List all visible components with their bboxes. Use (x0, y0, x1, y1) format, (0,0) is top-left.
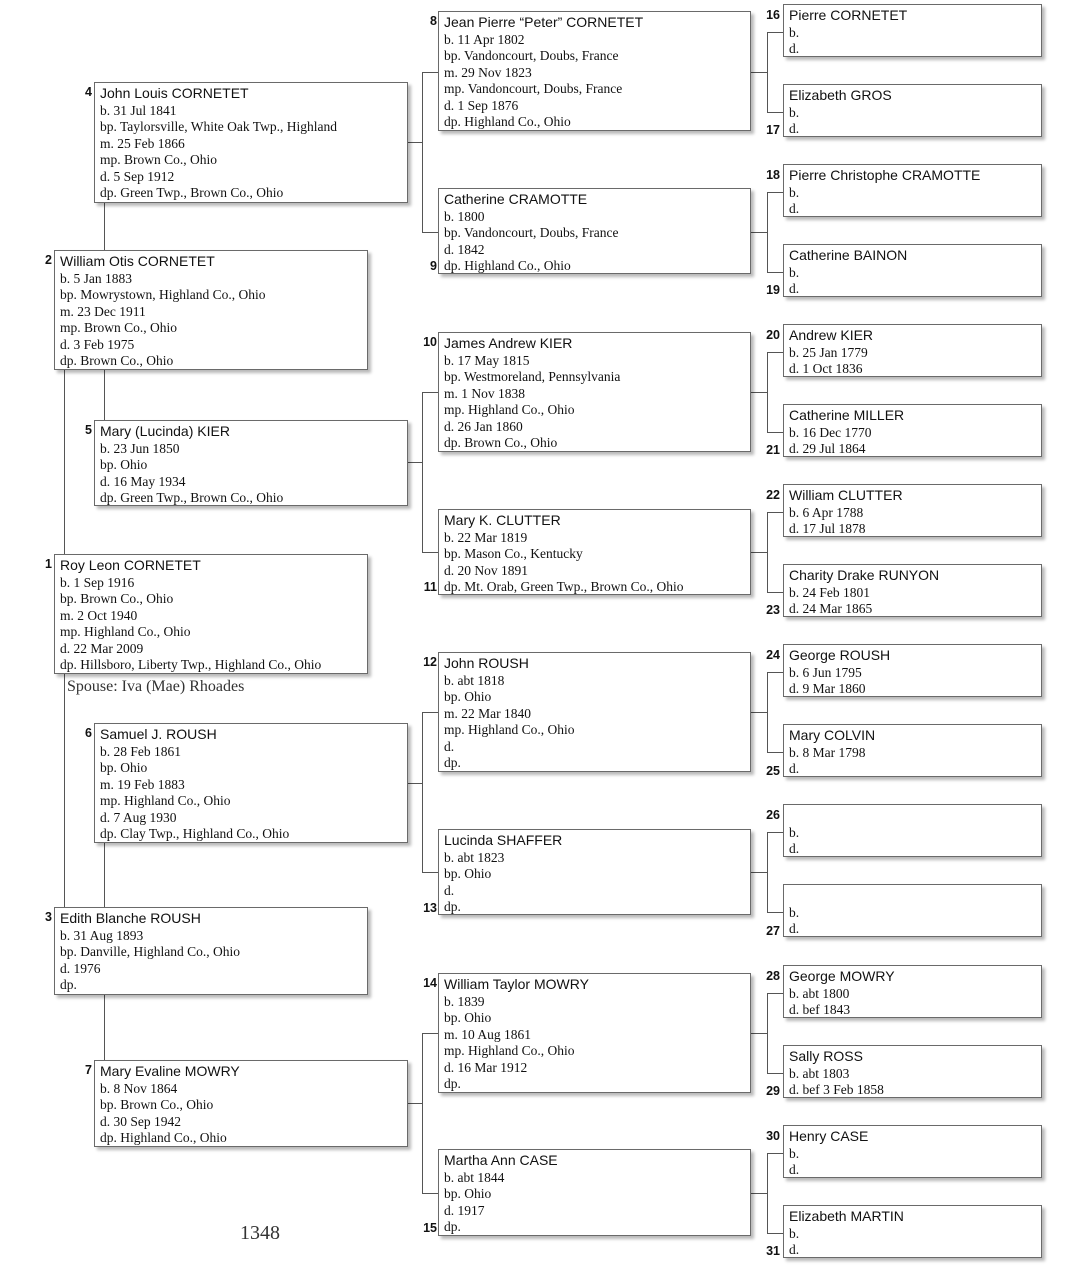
person-number: 25 (766, 764, 780, 778)
person-number: 15 (423, 1221, 437, 1235)
person-detail: b. 5 Jan 1883 (60, 271, 132, 286)
person-detail: d. 29 Jul 1864 (789, 441, 866, 457)
person-detail: mp. Highland Co., Ohio (444, 722, 575, 738)
person-box-28 (783, 965, 1042, 1018)
person-detail: b. 23 Jun 1850 (100, 441, 180, 456)
person-number: 10 (423, 335, 437, 349)
person-detail: bp. Westmoreland, Pennsylvania (444, 369, 621, 385)
person-number: 11 (423, 580, 437, 594)
person-number: 9 (430, 259, 437, 273)
person-name: Pierre Christophe CRAMOTTE (789, 167, 981, 183)
person-name: Catherine MILLER (789, 407, 905, 423)
person-detail: dp. Highland Co., Ohio (444, 258, 571, 274)
person-detail: bp. Vandoncourt, Doubs, France (444, 225, 619, 241)
person-number: 6 (85, 726, 92, 740)
person-detail: bp. Ohio (100, 457, 148, 473)
person-detail: b. (789, 265, 800, 280)
person-name: Jean Pierre “Peter” CORNETET (444, 14, 644, 30)
person-box-14 (438, 973, 751, 1093)
person-detail: m. 2 Oct 1940 (60, 607, 138, 623)
person-detail: bp. Brown Co., Ohio (100, 1097, 214, 1113)
person-detail: d. 7 Aug 1930 (100, 809, 177, 825)
person-detail: d. (789, 201, 800, 217)
person-detail: dp. (444, 1219, 461, 1235)
person-box-17 (783, 84, 1042, 137)
person-detail: d. 5 Sep 1912 (100, 168, 175, 184)
person-box-15 (438, 1149, 751, 1236)
person-detail: b. abt 1823 (444, 850, 505, 865)
person-detail: m. 25 Feb 1866 (100, 135, 185, 151)
person-box-11 (438, 509, 751, 595)
person-detail: d. 17 Jul 1878 (789, 521, 866, 537)
person-detail: dp. (444, 1076, 461, 1092)
person-detail: mp. Brown Co., Ohio (100, 152, 218, 168)
person-detail: d. 1 Oct 1836 (789, 361, 863, 377)
person-detail: m. 1 Nov 1838 (444, 385, 525, 401)
person-box-6 (94, 723, 408, 843)
person-detail: b. (789, 25, 800, 40)
person-number: 31 (766, 1244, 780, 1258)
person-detail: b. (789, 825, 800, 840)
person-detail: m. 10 Aug 1861 (444, 1026, 532, 1042)
person-name (789, 807, 1036, 824)
person-number: 1 (45, 557, 52, 571)
person-detail: b. abt 1818 (444, 673, 505, 688)
person-number: 3 (45, 910, 52, 924)
person-number: 4 (85, 85, 92, 99)
person-number: 30 (766, 1129, 780, 1143)
person-detail: b. 11 Apr 1802 (444, 32, 525, 47)
person-detail: dp. Green Twp., Brown Co., Ohio (100, 185, 284, 201)
person-name (789, 887, 1036, 904)
person-detail: b. 22 Mar 1819 (444, 530, 528, 545)
person-number: 14 (423, 976, 437, 990)
person-box-21 (783, 404, 1042, 457)
person-name: Samuel J. ROUSH (100, 726, 217, 742)
person-detail: dp. Highland Co., Ohio (100, 1130, 227, 1146)
person-number: 27 (766, 924, 780, 938)
person-detail: m. 19 Feb 1883 (100, 776, 185, 792)
person-detail: bp. Ohio (444, 689, 492, 705)
person-detail: d. 24 Mar 1865 (789, 601, 873, 617)
person-detail: dp. (444, 899, 461, 915)
person-detail: d. 16 Mar 1912 (444, 1059, 528, 1075)
person-detail: bp. Ohio (444, 866, 492, 882)
person-detail: b. 8 Nov 1864 (100, 1081, 178, 1096)
person-number: 20 (766, 328, 780, 342)
person-number: 19 (766, 283, 780, 297)
person-detail: b. abt 1803 (789, 1066, 850, 1081)
person-detail: d. 26 Jan 1860 (444, 418, 523, 434)
person-box-29 (783, 1045, 1042, 1098)
person-detail: d. (444, 738, 455, 754)
person-detail: b. 8 Mar 1798 (789, 745, 866, 760)
person-box-12 (438, 652, 751, 772)
person-box-4 (94, 82, 408, 203)
person-detail: b. abt 1844 (444, 1170, 505, 1185)
person-detail: b. 16 Dec 1770 (789, 425, 872, 440)
person-detail: d. (444, 882, 455, 898)
person-box-24 (783, 644, 1042, 697)
person-box-22 (783, 484, 1042, 537)
person-detail: b. 24 Feb 1801 (789, 585, 870, 600)
person-detail: b. (789, 905, 800, 920)
person-detail: dp. (444, 755, 461, 771)
person-detail: b. 6 Apr 1788 (789, 505, 864, 520)
person-detail: b. 28 Feb 1861 (100, 744, 181, 759)
person-number: 17 (766, 123, 780, 137)
person-box-19 (783, 244, 1042, 297)
person-detail: d. 1842 (444, 241, 485, 257)
person-detail: d. 22 Mar 2009 (60, 640, 144, 656)
person-name: Lucinda SHAFFER (444, 832, 563, 848)
person-box-7 (94, 1060, 408, 1147)
person-detail: b. (789, 185, 800, 200)
person-box-30 (783, 1125, 1042, 1178)
person-detail: d. bef 1843 (789, 1002, 851, 1018)
person-name: Henry CASE (789, 1128, 869, 1144)
person-name: Martha Ann CASE (444, 1152, 558, 1168)
person-detail: m. 22 Mar 1840 (444, 705, 531, 721)
person-name: George MOWRY (789, 968, 895, 984)
person-name: Roy Leon CORNETET (60, 557, 201, 573)
person-box-16 (783, 4, 1042, 57)
person-detail: bp. Ohio (444, 1010, 492, 1026)
person-name: George ROUSH (789, 647, 891, 663)
person-detail: d. 30 Sep 1942 (100, 1113, 181, 1129)
person-box-9 (438, 188, 751, 274)
person-detail: bp. Mason Co., Kentucky (444, 546, 583, 562)
person-detail: mp. Highland Co., Ohio (444, 402, 575, 418)
person-detail: d. (789, 281, 800, 297)
person-detail: bp. Ohio (100, 760, 148, 776)
person-detail: d. 16 May 1934 (100, 473, 186, 489)
person-detail: b. (789, 1226, 800, 1241)
person-detail: dp. Brown Co., Ohio (444, 435, 558, 451)
person-number: 21 (766, 443, 780, 457)
person-detail: bp. Vandoncourt, Doubs, France (444, 48, 619, 64)
person-box-18 (783, 164, 1042, 217)
person-detail: dp. Hillsboro, Liberty Twp., Highland Co., Ohio (60, 657, 322, 673)
person-detail: b. (789, 1146, 800, 1161)
person-name: William CLUTTER (789, 487, 903, 503)
person-name: Mary (Lucinda) KIER (100, 423, 230, 439)
person-detail: dp. Brown Co., Ohio (60, 353, 174, 369)
person-detail: mp. Vandoncourt, Doubs, France (444, 81, 623, 97)
person-name: Catherine CRAMOTTE (444, 191, 588, 207)
person-detail: m. 29 Nov 1823 (444, 64, 532, 80)
person-name: Mary K. CLUTTER (444, 512, 561, 528)
person-box-1 (54, 554, 368, 674)
person-detail: d. 3 Feb 1975 (60, 336, 135, 352)
person-box-27 (783, 884, 1042, 937)
person-detail: mp. Highland Co., Ohio (444, 1043, 575, 1059)
person-box-3 (54, 907, 368, 995)
person-detail: d. (789, 761, 800, 777)
person-detail: d. 9 Mar 1860 (789, 681, 866, 697)
person-number: 29 (766, 1084, 780, 1098)
person-detail: bp. Mowrystown, Highland Co., Ohio (60, 287, 266, 303)
person-detail: b. 6 Jun 1795 (789, 665, 862, 680)
person-name: Mary Evaline MOWRY (100, 1063, 240, 1079)
person-detail: bp. Taylorsville, White Oak Twp., Highland (100, 119, 337, 135)
person-number: 22 (766, 488, 780, 502)
person-box-25 (783, 724, 1042, 777)
person-number: 2 (45, 253, 52, 267)
person-detail: bp. Ohio (444, 1186, 492, 1202)
person-number: 24 (766, 648, 780, 662)
person-detail: m. 23 Dec 1911 (60, 303, 146, 319)
person-name: James Andrew KIER (444, 335, 573, 351)
person-name: Charity Drake RUNYON (789, 567, 940, 583)
person-name: John Louis CORNETET (100, 85, 249, 101)
person-box-5 (94, 420, 408, 506)
person-number: 12 (423, 655, 437, 669)
person-number: 26 (766, 808, 780, 822)
person-detail: b. 1800 (444, 209, 485, 224)
person-detail: b. 25 Jan 1779 (789, 345, 868, 360)
person-number: 28 (766, 969, 780, 983)
person-name: Catherine BAINON (789, 247, 908, 263)
person-name: John ROUSH (444, 655, 529, 671)
person-box-13 (438, 829, 751, 915)
person-box-10 (438, 332, 751, 452)
person-detail: dp. Highland Co., Ohio (444, 114, 571, 130)
person-number: 16 (766, 8, 780, 22)
person-detail: mp. Highland Co., Ohio (60, 624, 191, 640)
person-detail: dp. (60, 977, 77, 993)
person-detail: d. 20 Nov 1891 (444, 562, 528, 578)
person-box-8 (438, 11, 751, 131)
person-name: Mary COLVIN (789, 727, 876, 743)
person-detail: b. 31 Jul 1841 (100, 103, 177, 118)
person-number: 18 (766, 168, 780, 182)
person-detail: bp. Brown Co., Ohio (60, 591, 174, 607)
person-box-26 (783, 804, 1042, 857)
person-detail: d. (789, 41, 800, 57)
person-number: 5 (85, 423, 92, 437)
person-name: Sally ROSS (789, 1048, 863, 1064)
page-number: 1348 (240, 1222, 280, 1244)
person-name: Andrew KIER (789, 327, 874, 343)
person-detail: d. (789, 121, 800, 137)
person-box-20 (783, 324, 1042, 377)
person-detail: b. (789, 105, 800, 120)
person-detail: d. 1 Sep 1876 (444, 97, 519, 113)
person-detail: mp. Highland Co., Ohio (100, 793, 231, 809)
person-name: Elizabeth GROS (789, 87, 892, 103)
person-detail: dp. Clay Twp., Highland Co., Ohio (100, 826, 290, 842)
person-number: 23 (766, 603, 780, 617)
person-detail: b. 17 May 1815 (444, 353, 530, 368)
person-number: 8 (430, 14, 437, 28)
person-detail: b. 31 Aug 1893 (60, 928, 144, 943)
person-box-31 (783, 1205, 1042, 1258)
person-detail: b. 1839 (444, 994, 485, 1009)
person-detail: dp. Green Twp., Brown Co., Ohio (100, 490, 284, 506)
person-name: Pierre CORNETET (789, 7, 908, 23)
person-detail: d. (789, 841, 800, 857)
person-detail: d. bef 3 Feb 1858 (789, 1082, 884, 1098)
person-detail: bp. Danville, Highland Co., Ohio (60, 944, 240, 960)
person-box-2 (54, 250, 368, 370)
spouse-label: Spouse: Iva (Mae) Rhoades (67, 678, 245, 695)
person-box-23 (783, 564, 1042, 617)
person-name: William Otis CORNETET (60, 253, 215, 269)
person-detail: d. 1917 (444, 1202, 485, 1218)
person-name: Edith Blanche ROUSH (60, 910, 201, 926)
person-number: 7 (85, 1063, 92, 1077)
person-detail: d. (789, 921, 800, 937)
person-detail: d. (789, 1242, 800, 1258)
person-detail: b. abt 1800 (789, 986, 850, 1001)
person-detail: d. 1976 (60, 960, 101, 976)
person-name: Elizabeth MARTIN (789, 1208, 904, 1224)
person-detail: dp. Mt. Orab, Green Twp., Brown Co., Ohio (444, 579, 684, 595)
person-detail: d. (789, 1162, 800, 1178)
person-detail: mp. Brown Co., Ohio (60, 320, 178, 336)
person-name: William Taylor MOWRY (444, 976, 589, 992)
person-detail: b. 1 Sep 1916 (60, 575, 135, 590)
person-number: 13 (423, 901, 437, 915)
